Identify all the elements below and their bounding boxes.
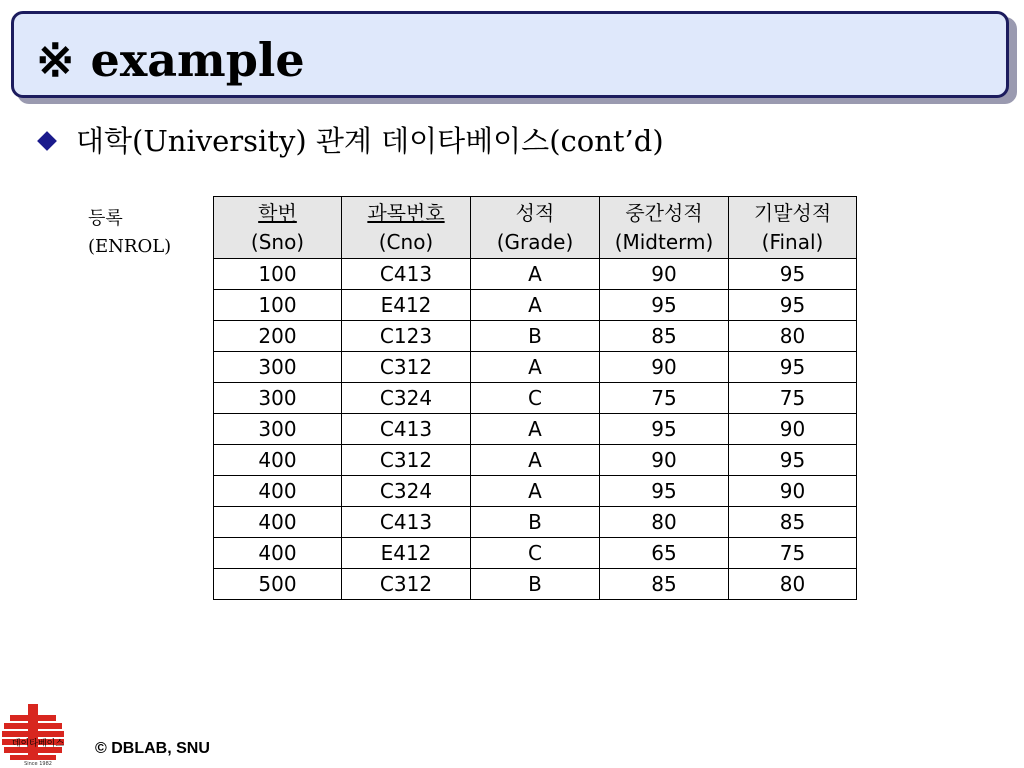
- cell-cno: C413: [342, 507, 471, 538]
- column-header-korean: 과목번호: [367, 200, 445, 225]
- table-row: [214, 321, 857, 352]
- table-label: [88, 205, 171, 261]
- cell-midterm: 80: [600, 507, 729, 538]
- cell-midterm: 90: [600, 445, 729, 476]
- cell-grade: A: [471, 290, 600, 321]
- table-row: [214, 383, 857, 414]
- cell-sno: 400: [214, 445, 342, 476]
- cell-grade: C: [471, 538, 600, 569]
- column-header-korean: 성적: [515, 200, 555, 225]
- cell-grade: A: [471, 259, 600, 290]
- cell-grade: A: [471, 414, 600, 445]
- column-header-english: (Sno): [250, 229, 305, 254]
- cell-cno: C312: [342, 352, 471, 383]
- cell-grade: A: [471, 476, 600, 507]
- column-header-sno: [214, 197, 342, 259]
- cell-final: 90: [729, 476, 857, 507]
- table-label-korean: 등록: [88, 208, 123, 229]
- cell-sno: 300: [214, 352, 342, 383]
- column-header-english: (Midterm): [614, 229, 714, 254]
- cell-final: 95: [729, 352, 857, 383]
- cell-final: 95: [729, 259, 857, 290]
- cell-sno: 400: [214, 538, 342, 569]
- diamond-bullet-icon: [37, 131, 57, 151]
- enrol-table: [213, 196, 857, 600]
- column-header-english: (Cno): [378, 229, 434, 254]
- dblab-logo: [0, 700, 76, 768]
- column-header-final: [729, 197, 857, 259]
- column-header-grade: [471, 197, 600, 259]
- slide-subtitle: 대학(University) 관계 데이타베이스(cont’d): [76, 124, 664, 158]
- table-row: [214, 414, 857, 445]
- slide-title: ※ example: [36, 33, 305, 87]
- cell-cno: E412: [342, 538, 471, 569]
- table-row: [214, 538, 857, 569]
- table-row: [214, 507, 857, 538]
- cell-sno: 400: [214, 507, 342, 538]
- table-body: [214, 259, 857, 600]
- table-header-row: [214, 197, 857, 259]
- cell-grade: A: [471, 445, 600, 476]
- cell-grade: B: [471, 321, 600, 352]
- cell-midterm: 95: [600, 414, 729, 445]
- table-row: [214, 259, 857, 290]
- cell-cno: C312: [342, 445, 471, 476]
- logo-text: 데이타베이스: [11, 739, 65, 749]
- cell-final: 75: [729, 538, 857, 569]
- table-row: [214, 290, 857, 321]
- column-header-korean: 기말성적: [753, 200, 832, 225]
- cell-sno: 500: [214, 569, 342, 600]
- cell-sno: 400: [214, 476, 342, 507]
- cell-midterm: 90: [600, 259, 729, 290]
- cell-final: 95: [729, 290, 857, 321]
- column-header-korean: 학번: [258, 200, 297, 225]
- table-row: [214, 569, 857, 600]
- cell-final: 90: [729, 414, 857, 445]
- column-header-english: (Final): [761, 229, 824, 254]
- column-header-korean: 중간성적: [625, 200, 703, 225]
- logo-since-text: Since 1982: [24, 761, 52, 767]
- cell-grade: B: [471, 507, 600, 538]
- cell-grade: B: [471, 569, 600, 600]
- cell-sno: 300: [214, 383, 342, 414]
- cell-sno: 200: [214, 321, 342, 352]
- cell-final: 80: [729, 569, 857, 600]
- cell-grade: A: [471, 352, 600, 383]
- cell-cno: C324: [342, 476, 471, 507]
- cell-cno: C413: [342, 414, 471, 445]
- cell-final: 80: [729, 321, 857, 352]
- table-label-english: (ENROL): [88, 236, 172, 257]
- cell-midterm: 75: [600, 383, 729, 414]
- copyright-footer: © DBLAB, SNU: [95, 740, 210, 757]
- cell-cno: C123: [342, 321, 471, 352]
- table-row: [214, 445, 857, 476]
- cell-cno: E412: [342, 290, 471, 321]
- cell-cno: C413: [342, 259, 471, 290]
- column-header-midterm: [600, 197, 729, 259]
- table-row: [214, 476, 857, 507]
- cell-midterm: 95: [600, 290, 729, 321]
- cell-midterm: 65: [600, 538, 729, 569]
- cell-final: 95: [729, 445, 857, 476]
- cell-sno: 100: [214, 259, 342, 290]
- cell-sno: 300: [214, 414, 342, 445]
- cell-grade: C: [471, 383, 600, 414]
- cell-midterm: 95: [600, 476, 729, 507]
- cell-midterm: 85: [600, 321, 729, 352]
- column-header-english: (Grade): [496, 229, 574, 254]
- cell-midterm: 85: [600, 569, 729, 600]
- cell-sno: 100: [214, 290, 342, 321]
- cell-final: 85: [729, 507, 857, 538]
- table-row: [214, 352, 857, 383]
- cell-midterm: 90: [600, 352, 729, 383]
- cell-cno: C312: [342, 569, 471, 600]
- cell-cno: C324: [342, 383, 471, 414]
- cell-final: 75: [729, 383, 857, 414]
- column-header-cno: [342, 197, 471, 259]
